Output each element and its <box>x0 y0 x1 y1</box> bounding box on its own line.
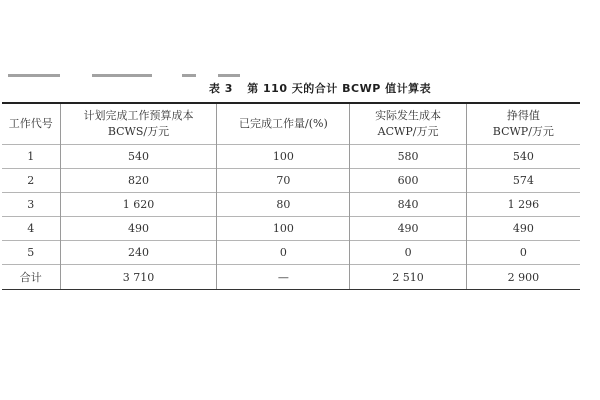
cell-bcwp: 490 <box>466 217 580 241</box>
table-caption-label: 表 3 <box>208 82 233 95</box>
cell-completed-percent: 100 <box>217 217 350 241</box>
cell-work-code: 4 <box>2 217 60 241</box>
table-row <box>2 217 580 241</box>
table-row <box>2 169 580 193</box>
cell-work-code: 1 <box>2 145 60 169</box>
cell-total-completed-percent: — <box>217 265 350 290</box>
cell-total-bcwp: 2 900 <box>466 265 580 290</box>
cell-acwp: 580 <box>350 145 466 169</box>
cell-bcws: 1 620 <box>60 193 217 217</box>
cell-bcwp: 574 <box>466 169 580 193</box>
cell-total-label: 合计 <box>2 265 60 290</box>
cell-work-code: 5 <box>2 241 60 265</box>
cell-acwp: 0 <box>350 241 466 265</box>
cell-total-acwp: 2 510 <box>350 265 466 290</box>
cell-bcws: 540 <box>60 145 217 169</box>
scan-artifact <box>218 74 240 77</box>
scan-artifact <box>8 74 60 77</box>
cell-bcwp: 0 <box>466 241 580 265</box>
header-acwp: 实际发生成本 ACWP/万元 <box>350 103 466 145</box>
cell-acwp: 600 <box>350 169 466 193</box>
cell-bcwp: 540 <box>466 145 580 169</box>
table-row <box>2 241 580 265</box>
table-caption-title: 第 110 天的合计 BCWP 值计算表 <box>247 82 432 95</box>
header-bcws: 计划完成工作预算成本 BCWS/万元 <box>60 103 217 145</box>
header-bcwp: 挣得值 BCWP/万元 <box>466 103 580 145</box>
scan-artifact <box>92 74 152 77</box>
cell-bcws: 820 <box>60 169 217 193</box>
cell-completed-percent: 70 <box>217 169 350 193</box>
header-work-code: 工作代号 <box>2 103 60 145</box>
table-header-row <box>2 103 580 145</box>
cell-total-bcws: 3 710 <box>60 265 217 290</box>
table-row <box>2 193 580 217</box>
cell-completed-percent: 0 <box>217 241 350 265</box>
cell-bcws: 240 <box>60 241 217 265</box>
table-row <box>2 145 580 169</box>
bcwp-table <box>2 102 580 290</box>
cell-work-code: 3 <box>2 193 60 217</box>
header-completed-percent: 已完成工作量/(%) <box>217 103 350 145</box>
cell-acwp: 840 <box>350 193 466 217</box>
cell-bcwp: 1 296 <box>466 193 580 217</box>
table-caption <box>150 80 490 96</box>
cell-completed-percent: 100 <box>217 145 350 169</box>
scan-artifact <box>182 74 196 77</box>
cell-acwp: 490 <box>350 217 466 241</box>
table-total-row <box>2 265 580 290</box>
cell-bcws: 490 <box>60 217 217 241</box>
cell-work-code: 2 <box>2 169 60 193</box>
cell-completed-percent: 80 <box>217 193 350 217</box>
